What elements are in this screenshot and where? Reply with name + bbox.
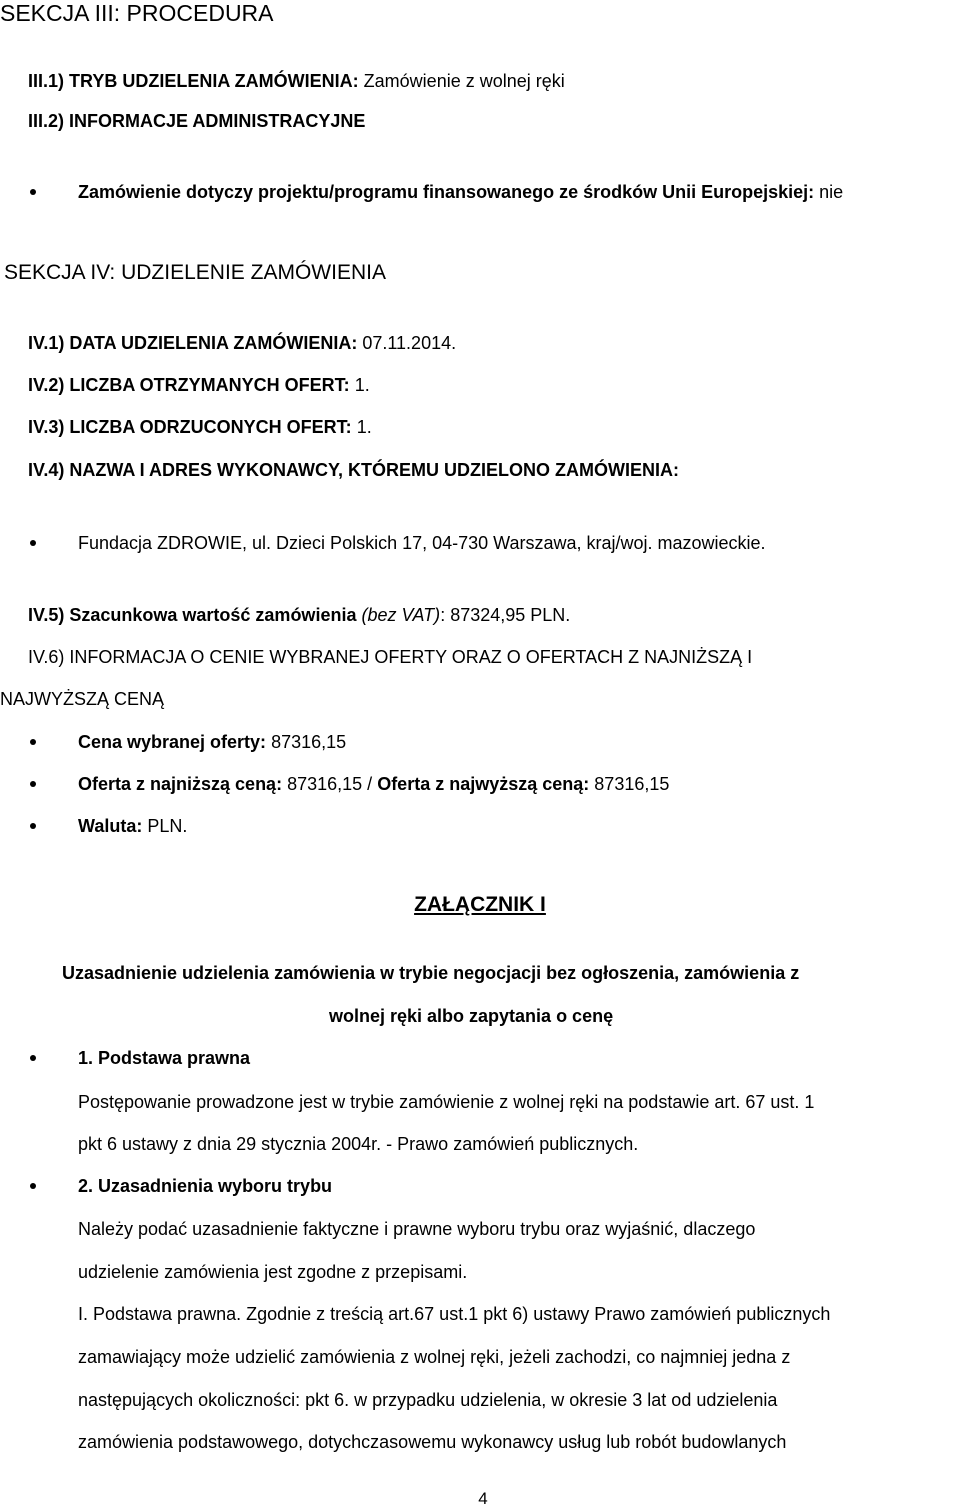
selected-offer-price-label: Cena wybranej oferty: [78, 732, 267, 752]
admin-info-heading: III.2) INFORMACJE ADMINISTRACYJNE [28, 111, 366, 131]
annex-subtitle-line-1: Uzasadnienie udzielenia zamówienia w trybie negocjacji bez ogłoszenia, zamówienia z [62, 963, 800, 983]
eu-funding-label: Zamówienie dotyczy projektu/programu finansowanego ze środków Unii Europejskiej: [78, 182, 815, 202]
award-date [28, 332, 456, 354]
justification-body-line-4: zamówienia podstawowego, dotychczasowemu wykonawcy usług lub robót budowlanych [78, 1432, 787, 1452]
price-info-heading-line-2: NAJWYŻSZĄ CENĄ [0, 689, 165, 709]
annex-title: ZAŁĄCZNIK I [414, 893, 546, 916]
bullet-icon [30, 1055, 36, 1061]
received-offers-value: 1. [354, 375, 370, 395]
bullet-icon [30, 823, 36, 829]
bullet-icon [30, 540, 36, 546]
procedure-type [28, 70, 565, 92]
bullet-icon [30, 739, 36, 745]
estimated-value-amount: : 87324,95 PLN. [440, 605, 571, 625]
estimated-value-label: IV.5) Szacunkowa wartość zamówienia [28, 605, 357, 625]
justification-body-line-2: zamawiający może udzielić zamówienia z wolnej ręki, jeżeli zachodzi, co najmniej jedna z [78, 1347, 791, 1367]
award-date-value: 07.11.2014. [362, 333, 457, 353]
page-number: 4 [478, 1489, 488, 1508]
rejected-offers-value: 1. [356, 417, 372, 437]
lowest-offer-value: 87316,15 / [287, 774, 373, 794]
currency-label: Waluta: [78, 816, 143, 836]
highest-offer-value: 87316,15 [594, 774, 670, 794]
justification-body-line-3: następujących okoliczności: pkt 6. w przypadku udzielenia, w okresie 3 lat od udzielenia [78, 1390, 778, 1410]
lowest-offer-label: Oferta z najniższą ceną: [78, 774, 283, 794]
procedure-justification-line-1: Należy podać uzasadnienie faktyczne i prawne wyboru trybu oraz wyjaśnić, dlaczego [78, 1219, 756, 1239]
legal-basis-line-1: Postępowanie prowadzone jest w trybie zamówienie z wolnej ręki na podstawie art. 67 ust. 1 [78, 1092, 815, 1112]
bullet-icon [30, 189, 36, 195]
legal-basis-heading: 1. Podstawa prawna [78, 1048, 251, 1068]
highest-offer-label: Oferta z najwyższą ceną: [377, 774, 590, 794]
currency [78, 815, 187, 837]
award-date-label: IV.1) DATA UDZIELENIA ZAMÓWIENIA: [28, 333, 358, 353]
legal-basis-line-2: pkt 6 ustawy z dnia 29 stycznia 2004r. - Prawo zamówień publicznych. [78, 1134, 639, 1154]
contractor-details: Fundacja ZDROWIE, ul. Dzieci Polskich 17, 04-730 Warszawa, kraj/woj. mazowieckie. [78, 533, 766, 553]
contractor-heading: IV.4) NAZWA I ADRES WYKONAWCY, KTÓREMU UDZIELONO ZAMÓWIENIA: [28, 460, 679, 480]
justification-body-line-1: I. Podstawa prawna. Zgodnie z treścią art.67 ust.1 pkt 6) ustawy Prawo zamówień publicznych [78, 1304, 831, 1324]
procedure-type-value: Zamówienie z wolnej ręki [363, 71, 565, 91]
procedure-type-label: III.1) TRYB UDZIELENIA ZAMÓWIENIA: [28, 71, 359, 91]
estimated-value-vat-note: (bez VAT) [361, 605, 441, 625]
section-3-title: SEKCJA III: PROCEDURA [0, 0, 274, 26]
annex-subtitle-line-2: wolnej ręki albo zapytania o cenę [329, 1006, 614, 1026]
rejected-offers-label: IV.3) LICZBA ODRZUCONYCH OFERT: [28, 417, 352, 437]
received-offers-label: IV.2) LICZBA OTRZYMANYCH OFERT: [28, 375, 350, 395]
eu-funding-value: nie [819, 182, 844, 202]
procedure-justification-line-2: udzielenie zamówienia jest zgodne z przepisami. [78, 1262, 468, 1282]
bullet-icon [30, 781, 36, 787]
price-info-heading-line-1: IV.6) INFORMACJA O CENIE WYBRANEJ OFERTY ORAZ O OFERTACH Z NAJNIŻSZĄ I [28, 647, 753, 667]
rejected-offers [28, 416, 372, 438]
estimated-value [28, 604, 570, 626]
currency-value: PLN. [147, 816, 188, 836]
procedure-justification-heading: 2. Uzasadnienia wyboru trybu [78, 1176, 333, 1196]
bullet-icon [30, 1183, 36, 1189]
offer-price-range [78, 773, 669, 795]
received-offers [28, 374, 370, 396]
selected-offer-price-value: 87316,15 [271, 732, 347, 752]
eu-funding-line [78, 181, 843, 203]
section-4-title: SEKCJA IV: UDZIELENIE ZAMÓWIENIA [4, 261, 386, 284]
selected-offer-price [78, 731, 346, 753]
